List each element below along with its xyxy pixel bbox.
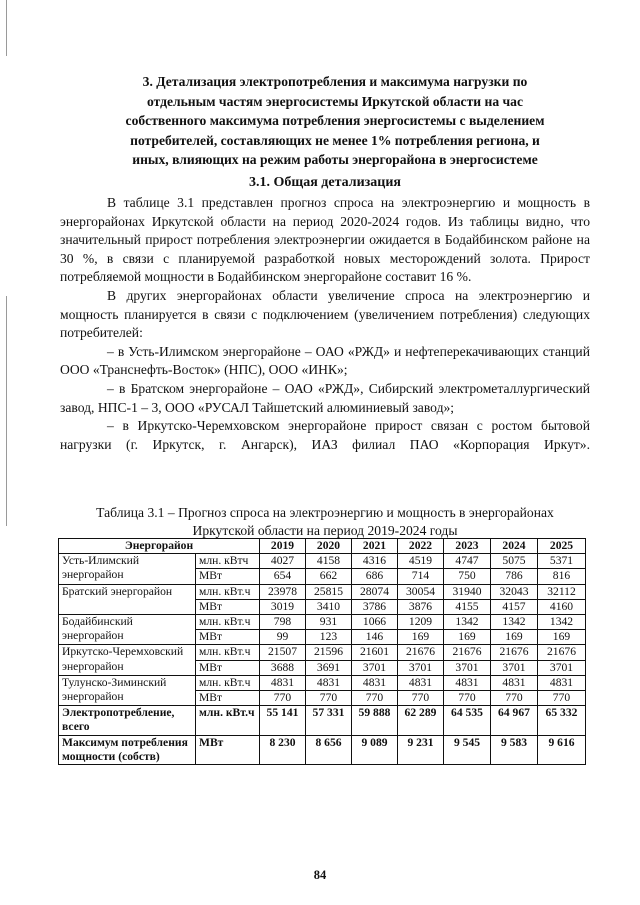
unit-power: МВт xyxy=(196,660,260,675)
energy-value: 4158 xyxy=(306,554,352,569)
table-caption xyxy=(60,504,590,540)
header-year: 2024 xyxy=(491,539,538,554)
power-value: 654 xyxy=(260,569,306,584)
energy-value: 4831 xyxy=(352,675,398,690)
energy-value: 1342 xyxy=(444,615,491,630)
energy-value: 32112 xyxy=(538,584,586,599)
energy-value: 25815 xyxy=(306,584,352,599)
scan-margin-line xyxy=(6,296,7,526)
subsection-title: 3.1. Общая детализация xyxy=(248,175,401,190)
scan-margin-line xyxy=(6,0,7,56)
unit-energy: млн. кВт.ч xyxy=(196,584,260,599)
unit-power: МВт xyxy=(196,630,260,645)
section-title-line: отдельным частям энергосистемы Иркутской области на час xyxy=(146,93,524,109)
forecast-table xyxy=(58,538,586,765)
energy-value: 4519 xyxy=(398,554,444,569)
power-value: 686 xyxy=(352,569,398,584)
unit-energy: млн. кВт.ч xyxy=(196,645,260,660)
energy-value: 931 xyxy=(306,615,352,630)
unit-power: МВт xyxy=(196,691,260,706)
energy-value: 1342 xyxy=(538,615,586,630)
power-value: 3786 xyxy=(352,599,398,614)
energy-value: 4831 xyxy=(260,675,306,690)
total-value: 57 331 xyxy=(306,706,352,735)
energy-value: 5075 xyxy=(491,554,538,569)
power-value: 169 xyxy=(538,630,586,645)
paragraph-bratsk: – в Братском энергорайоне – ОАО «РЖД», Сибирский электрометаллургический завод, НПС-1 – 3, ООО «РУСАЛ Тайшетский алюминиевый завод»; xyxy=(60,380,590,415)
power-value: 750 xyxy=(444,569,491,584)
power-value: 169 xyxy=(398,630,444,645)
energy-value: 23978 xyxy=(260,584,306,599)
power-value: 662 xyxy=(306,569,352,584)
table-row-energy xyxy=(59,584,586,599)
power-value: 3688 xyxy=(260,660,306,675)
total-unit: МВт xyxy=(196,735,260,764)
power-value: 4160 xyxy=(538,599,586,614)
power-value: 4157 xyxy=(491,599,538,614)
total-value: 64 535 xyxy=(444,706,491,735)
paragraph-consumers: В других энергорайонах области увеличение спроса на электроэнергию и мощность планируется в связи с подключением (увеличением потребления) следующих потребителей: xyxy=(60,287,590,341)
energy-value: 21676 xyxy=(491,645,538,660)
total-value: 65 332 xyxy=(538,706,586,735)
paragraph-irkutsk: – в Иркутско-Черемховском энергорайоне прирост связан с ростом бытовой нагрузки (г. Иркутск, г. Ангарск), ИАЗ филиал ПАО «Корпорация Иркут». xyxy=(60,418,590,452)
region-name: Братский энергорайон xyxy=(59,584,196,614)
total-name: Максимум потребления мощности (собств) xyxy=(59,735,196,764)
header-year: 2023 xyxy=(444,539,491,554)
paragraph-intro: В таблице 3.1 представлен прогноз спроса на электроэнергию и мощность в энергорайонах Иркутской области на период 2020-2024 годов. Из таблицы видно, что значительный прирост потребления электроэнергии ожидается в Бодайбинском районе на 30 %, в связи с планируемой разработкой новых месторождений золота. Прирост потребляемой мощности в Бодайбинском энергорайоне составит 16 %. xyxy=(60,195,590,285)
total-value: 8 230 xyxy=(260,735,306,764)
energy-value: 21601 xyxy=(352,645,398,660)
power-value: 3701 xyxy=(491,660,538,675)
table-row-total xyxy=(59,735,586,764)
power-value: 770 xyxy=(398,691,444,706)
unit-power: МВт xyxy=(196,599,260,614)
total-name: Электропотребление, всего xyxy=(59,706,196,735)
energy-value: 21676 xyxy=(444,645,491,660)
energy-value: 1066 xyxy=(352,615,398,630)
power-value: 770 xyxy=(260,691,306,706)
total-value: 64 967 xyxy=(491,706,538,735)
power-value: 4155 xyxy=(444,599,491,614)
table-row-energy xyxy=(59,554,586,569)
table-caption-line: Таблица 3.1 – Прогноз спроса на электроэнергию и мощность в энергорайонах xyxy=(96,505,554,520)
total-value: 8 656 xyxy=(306,735,352,764)
unit-energy: млн. кВт.ч xyxy=(196,615,260,630)
power-value: 816 xyxy=(538,569,586,584)
total-value: 9 583 xyxy=(491,735,538,764)
power-value: 146 xyxy=(352,630,398,645)
region-name: Иркутско-Черемховский энергорайон xyxy=(59,645,196,675)
header-year: 2021 xyxy=(352,539,398,554)
energy-value: 4831 xyxy=(491,675,538,690)
power-value: 3701 xyxy=(538,660,586,675)
table-row-energy xyxy=(59,615,586,630)
power-value: 3701 xyxy=(352,660,398,675)
power-value: 3019 xyxy=(260,599,306,614)
unit-energy: млн. кВт.ч xyxy=(196,675,260,690)
power-value: 770 xyxy=(444,691,491,706)
body-paragraphs xyxy=(60,194,590,454)
energy-value: 4747 xyxy=(444,554,491,569)
total-value: 59 888 xyxy=(352,706,398,735)
header-year: 2020 xyxy=(306,539,352,554)
energy-value: 5371 xyxy=(538,554,586,569)
power-value: 99 xyxy=(260,630,306,645)
section-title-line: собственного максимума потребления энергосистемы с выделением xyxy=(125,113,545,128)
total-value: 9 231 xyxy=(398,735,444,764)
energy-value: 4027 xyxy=(260,554,306,569)
power-value: 3410 xyxy=(306,599,352,614)
section-title xyxy=(90,72,580,170)
energy-value: 21596 xyxy=(306,645,352,660)
power-value: 123 xyxy=(306,630,352,645)
power-value: 3691 xyxy=(306,660,352,675)
power-value: 3701 xyxy=(444,660,491,675)
total-value: 55 141 xyxy=(260,706,306,735)
paragraph-ust-ilimsk: – в Усть-Илимском энергорайоне – ОАО «РЖД» и нефтеперекачивающих станций ООО «Транснефть-Восток» (НПС), ООО «ИНК»; xyxy=(60,343,590,378)
table-caption-line: Иркутской области на период 2019-2024 годы xyxy=(192,523,458,538)
energy-value: 1342 xyxy=(491,615,538,630)
energy-value: 4831 xyxy=(306,675,352,690)
region-name: Усть-Илимский энергорайон xyxy=(59,554,196,584)
table-row-energy xyxy=(59,645,586,660)
energy-value: 798 xyxy=(260,615,306,630)
energy-value: 4316 xyxy=(352,554,398,569)
energy-value: 28074 xyxy=(352,584,398,599)
power-value: 169 xyxy=(444,630,491,645)
power-value: 169 xyxy=(491,630,538,645)
total-value: 9 545 xyxy=(444,735,491,764)
header-year: 2025 xyxy=(538,539,586,554)
power-value: 770 xyxy=(538,691,586,706)
unit-power: МВт xyxy=(196,569,260,584)
energy-value: 21676 xyxy=(538,645,586,660)
header-region: Энергорайон xyxy=(59,539,260,554)
energy-value: 4831 xyxy=(444,675,491,690)
energy-value: 4831 xyxy=(398,675,444,690)
total-unit: млн. кВт.ч xyxy=(196,706,260,735)
energy-value: 1209 xyxy=(398,615,444,630)
energy-value: 21507 xyxy=(260,645,306,660)
table-row-energy xyxy=(59,675,586,690)
energy-value: 32043 xyxy=(491,584,538,599)
section-title-line: 3. Детализация электропотребления и максимума нагрузки по xyxy=(142,74,528,89)
power-value: 770 xyxy=(352,691,398,706)
region-name: Тулунско-Зиминский энергорайон xyxy=(59,675,196,705)
energy-value: 31940 xyxy=(444,584,491,599)
total-value: 9 089 xyxy=(352,735,398,764)
total-value: 9 616 xyxy=(538,735,586,764)
energy-value: 21676 xyxy=(398,645,444,660)
table-header-row xyxy=(59,539,586,554)
unit-energy: млн. кВтч xyxy=(196,554,260,569)
total-value: 62 289 xyxy=(398,706,444,735)
power-value: 3701 xyxy=(398,660,444,675)
section-title-line: потребителей, составляющих не менее 1% потребления региона, и xyxy=(130,132,540,148)
energy-value: 4831 xyxy=(538,675,586,690)
power-value: 3876 xyxy=(398,599,444,614)
header-year: 2022 xyxy=(398,539,444,554)
page-number: 84 xyxy=(313,868,327,882)
section-title-line: иных, влияющих на режим работы энергорайона в энергосистеме xyxy=(132,152,538,167)
power-value: 770 xyxy=(491,691,538,706)
region-name: Бодайбинский энергорайон xyxy=(59,615,196,645)
power-value: 786 xyxy=(491,569,538,584)
table-row-total xyxy=(59,706,586,735)
energy-value: 30054 xyxy=(398,584,444,599)
header-year: 2019 xyxy=(260,539,306,554)
power-value: 770 xyxy=(306,691,352,706)
power-value: 714 xyxy=(398,569,444,584)
